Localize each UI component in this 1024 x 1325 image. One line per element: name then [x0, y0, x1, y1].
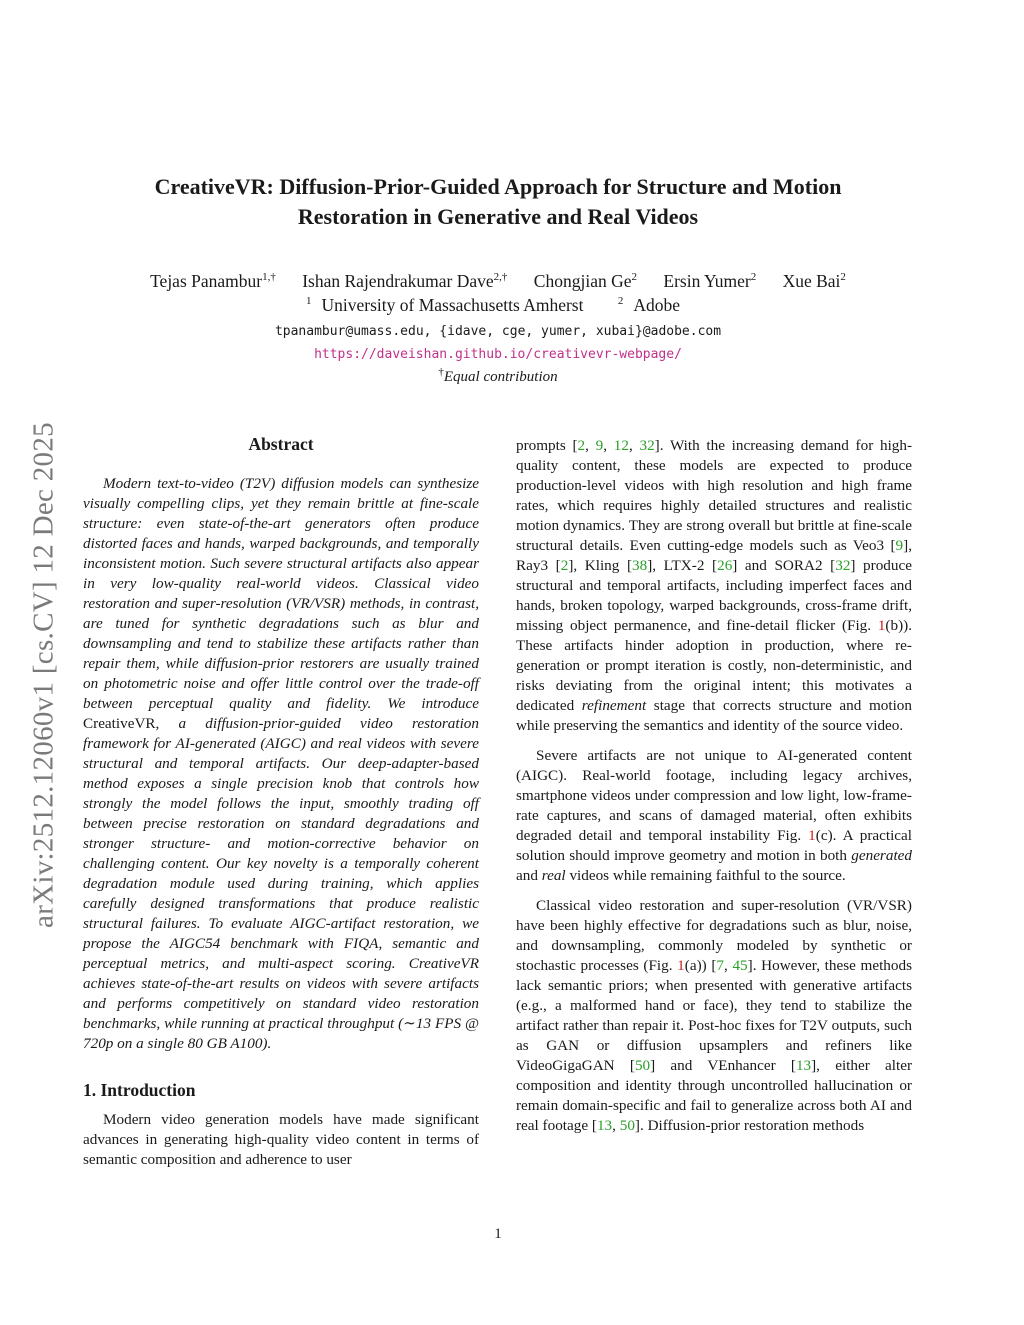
citation-link[interactable]: 26	[717, 557, 733, 574]
author: Xue Bai$^2$	[782, 271, 846, 291]
affiliation: $^1$ University of Massachusetts Amherst	[305, 295, 584, 315]
intro-paragraph-3: Classical video restoration and super-resolution (VR/VSR) have been highly effective for degradations such as blur, noise, and downsampling, commonly modeled by synthetic or stochastic processes (Fig. 1(a)) [7, 45]. However, these methods lack semantic priors; when presented with generative artifacts (e.g., a malformed hand or face), they tend to stabilize the artifact rather than repair it. Post-hoc fixes for T2V outputs, such as GAN or diffusion upsamplers and refiners like VideoGigaGAN [50] and VEnhancer [13], either alter composition and identity through uncontrolled hallucination or remain domain-specific and fail to generalize across both AI and real footage [13, 50]. Diffusion-prior restoration methods	[516, 897, 913, 1134]
figure-link[interactable]: 1	[877, 617, 886, 634]
citation-link[interactable]: 50	[634, 1057, 651, 1074]
intro-heading: 1. Introduction	[83, 1080, 196, 1100]
intro-paragraph-1: Modern video generation models have made significant advances in generating high-quality video content in terms of semantic composition and adherence to user	[83, 1111, 479, 1168]
right-column	[516, 436, 912, 1136]
arxiv-identifier: arXiv:2512.12060v1 [cs.CV] 12 Dec 2025	[27, 422, 60, 928]
citation-link[interactable]: 9	[895, 537, 904, 554]
affiliation: $^2$ Adobe	[617, 295, 680, 315]
citation-link[interactable]: 12	[613, 437, 629, 454]
citation-link[interactable]: 13	[596, 1117, 613, 1134]
left-column	[83, 432, 479, 1170]
citation-link[interactable]: 9	[595, 437, 604, 454]
citation-link[interactable]: 38	[632, 557, 648, 574]
author-list	[60, 269, 936, 293]
title-line-1: CreativeVR: Diffusion-Prior-Guided Approach for Structure and Motion	[154, 174, 842, 199]
intro-paragraph-2: Severe artifacts are not unique to AI-generated content (AIGC). Real-world footage, including legacy archives, smartphone videos under compression and low light, low-frame-rate captures, and scans of damaged material, often exhibits degraded detail and temporal instability Fig. 1(c). A practical solution should improve geometry and motion in both generated and real videos while remaining faithful to the source.	[516, 747, 913, 884]
citation-link[interactable]: 2	[560, 557, 569, 574]
author: Chongjian Ge$^2$	[533, 271, 637, 291]
citation-link[interactable]: 2	[577, 437, 586, 454]
author: Ersin Yumer$^2$	[663, 271, 757, 291]
figure-link[interactable]: 1	[808, 827, 816, 844]
page-number: 1	[494, 1226, 502, 1242]
project-url-link[interactable]: https://daveishan.github.io/creativevr-webpage/	[314, 347, 682, 362]
method-name: CreativeVR	[83, 715, 156, 732]
intro-paragraph-1-continued: prompts [2, 9, 12, 32]. With the increasing demand for high-quality content, these models are expected to produce production-level videos with high resolution and high frame rates, which requires highly detailed structures and realistic motion dynamics. They are strong overall but brittle at fine-scale structural details. Even cutting-edge models such as Veo3 [9], Ray3 [2], Kling [38], LTX-2 [26] and SORA2 [32] produce structural and temporal artifacts, including imperfect faces and hands, broken topology, warped backgrounds, cross-frame drift, missing object permanence, and fine-detail flicker (Fig. 1(b)). These artifacts hinder adoption in production, where re-generation or prompt iteration is costly, non-deterministic, and risks deviating from the original intent; this motivates a dedicated refinement stage that corrects structure and motion while preserving the semantics and identity of the source video.	[516, 437, 913, 734]
paper-title	[60, 172, 936, 232]
affiliation-list	[60, 293, 936, 317]
arxiv-sidebar	[14, 390, 74, 960]
citation-link[interactable]: 45	[732, 957, 748, 974]
citation-link[interactable]: 32	[639, 437, 655, 454]
abstract-heading: Abstract	[248, 434, 314, 454]
title-line-2: Restoration in Generative and Real Videos	[297, 204, 699, 229]
figure-link[interactable]: 1	[677, 957, 685, 974]
citation-link[interactable]: 7	[716, 957, 724, 974]
author: Tejas Panambur$^{1,\dagger}$	[150, 271, 276, 291]
author-emails: tpanambur@umass.edu, {idave, cge, yumer, xubai}@adobe.com	[274, 324, 722, 339]
citation-link[interactable]: 13	[795, 1057, 812, 1074]
citation-link[interactable]: 32	[835, 557, 851, 574]
equal-contribution-note: †Equal contribution	[438, 366, 558, 385]
abstract-text: Modern text-to-video (T2V) diffusion models can synthesize visually compelling clips, yet they remain brittle at fine-scale structure: even state-of-the-art generators often produce distorted faces and hands, warped backgrounds, and temporally inconsistent motion. Such severe structural artifacts also appear in very low-quality real-world videos. Classical video restoration and super-resolution (VR/VSR) methods, in contrast, are tuned for synthetic degradations such as blur and downsampling and tend to stabilize these artifacts rather than repair them, while diffusion-prior restorers are usually trained on photometric noise and offer little control over the trade-off between perceptual quality and fidelity. We introduce CreativeVR, a diffusion-prior-guided video restoration framework for AI-generated (AIGC) and real videos with severe structural and temporal artifacts. Our deep-adapter-based method exposes a single precision knob that controls how strongly the model follows the input, smoothly trading off between precise restoration on standard degradations and stronger structure- and motion-corrective behavior on challenging content. Our key novelty is a temporally coherent degradation module used during training, which applies carefully designed transformations that produce realistic structural failures. To evaluate AIGC-artifact restoration, we propose the AIGC54 benchmark with FIQA, semantic and perceptual metrics, and multi-aspect scoring. CreativeVR achieves state-of-the-art results on videos with severe artifacts and performs competitively on standard video restoration benchmarks, while running at practical throughput (∼13 FPS @ 720p on a single 80 GB A100).	[83, 475, 479, 1052]
author: Ishan Rajendrakumar Dave$^{2,\dagger}$	[302, 271, 508, 291]
citation-link[interactable]: 50	[619, 1117, 635, 1134]
